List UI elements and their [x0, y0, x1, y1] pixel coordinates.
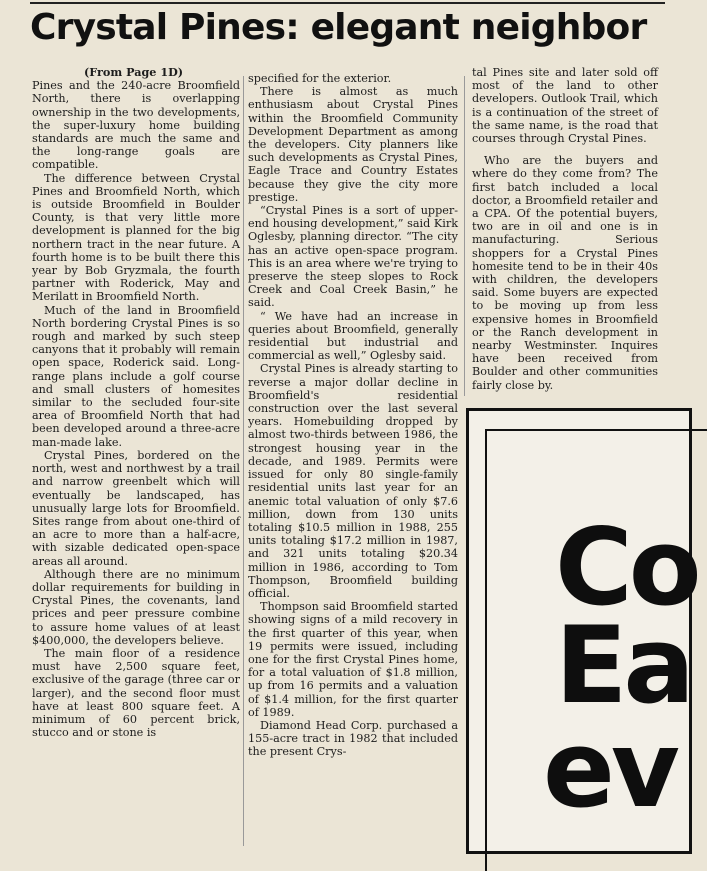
paragraph: Crystal Pines is already starting to reverse a major dollar decline in Broomfield's residential construction over the last several years. Homebuilding dropped by almost two-thirds between 1986, the strongest housing year in the decade, and 1989. Permits were issued for only 80 single-family residential units last year for an anemic total valuation of only $7.6 million, down from 130 units totaling $10.5 million in 1988, 255 units totaling $17.2 million in 1987, and 321 units totaling $20.34 million in 1986, according to Tom Thompson, Broomfield building official.	[248, 362, 458, 600]
column-divider	[243, 76, 244, 846]
paragraph: The difference between Crystal Pines and Broomfield North, which is outside Broomfield in Boulder County, is that very little more development is planned for the big northern tract in the near future. A fourth home is to be built there this year by Bob Gryzmala, the fourth partner with Roderick, May and Merilatt in Broomfield North.	[32, 171, 240, 304]
paragraph: Crystal Pines, bordered on the north, west and northwest by a trail and narrow greenbelt which will eventually be landscaped, has unusually large lots for Broomfield. Sites range from about one-third of an acre to more than a half-acre, with sizable dedicated open-space areas all around.	[32, 448, 240, 568]
paragraph: Who are the buyers and where do they come from? The first batch included a local doctor, a Broomfield retailer and a CPA. Of the potential buyers, two are in oil and one is in manufacturing. Serious shoppers for a Crystal Pines homesite tend to be in their 40s with children, the developers said. Some buyers are expected to be moving up from less expensive homes in Broomfield or the Ranch development in nearby Westminster. Inquires have been received from Boulder and other communities fairly close by.	[472, 154, 658, 392]
paragraph: tal Pines site and later sold off most of the land to other developers. Outlook Trail, which is a continuation of the street of the same name, is the road that courses through Crystal Pines.	[472, 66, 658, 146]
paragraph: Much of the land in Broomfield North bordering Crystal Pines is so rough and marked by such steep canyons that it probably will remain open space, Roderick said. Long-range plans include a golf course and small clusters of homesites similar to the secluded four-site area of Broomfield North that had been developed around a three-acre man-made lake.	[32, 303, 240, 449]
column-divider	[464, 76, 465, 396]
ad-headline-line-3: ev	[543, 708, 676, 831]
paragraph: “ We have had an increase in queries about Broomfield, generally residential but industrial and commercial as well,” Oglesby said.	[248, 309, 458, 363]
article-column-3	[472, 66, 658, 392]
headline: Crystal Pines: elegant neighbor	[30, 7, 647, 48]
paragraph: The main floor of a residence must have 2,500 square feet, exclusive of the garage (three car or larger), and the second floor must have at least 800 square feet. A minimum of 60 percent brick, stucco and or stone is	[32, 646, 240, 740]
jump-line: (From Page 1D)	[84, 65, 184, 79]
article-column-2	[248, 72, 458, 759]
paragraph: “Crystal Pines is a sort of upper-end housing development,” said Kirk Oglesby, planning director. “The city has an active open-space program. This is an area where we're trying to preserve the steep slopes to Rock Creek and Coal Creek Basin,” he said.	[248, 204, 458, 310]
paragraph: Although there are no minimum dollar requirements for building in Crystal Pines, the covenants, land prices and peer pressure combine to assure home values of at least $400,000, the developers believe.	[32, 567, 240, 647]
ad-headline-line-2: Ea	[555, 604, 691, 727]
ad-headline-line-1: Co	[555, 506, 698, 629]
paragraph: Pines and the 240-acre Broomfield North, there is overlapping ownership in the two developments, the super-luxury home building standards are much the same and the long-range goals are compatible.	[32, 79, 240, 172]
paragraph: specified for the exterior.	[248, 72, 392, 85]
advertisement-box	[466, 408, 698, 854]
paragraph: Thompson said Broomfield started showing signs of a mild recovery in the first quarter of this year, when 19 permits were issued, including one for the first Crystal Pines home, for a total valuation of $1.8 million, up from 16 permits and a valuation of $1.4 million, for the first quarter of 1989.	[248, 600, 458, 719]
paragraph: Diamond Head Corp. purchased a 155-acre tract in 1982 that included the present Crys-	[248, 718, 458, 759]
paragraph: There is almost as much enthusiasm about Crystal Pines within the Broomfield Community Development Department as among the developers. City planners like such developments as Crystal Pines, Eagle Trace and Country Estates because they give the city more prestige.	[248, 85, 458, 204]
article-column-1	[32, 66, 240, 739]
